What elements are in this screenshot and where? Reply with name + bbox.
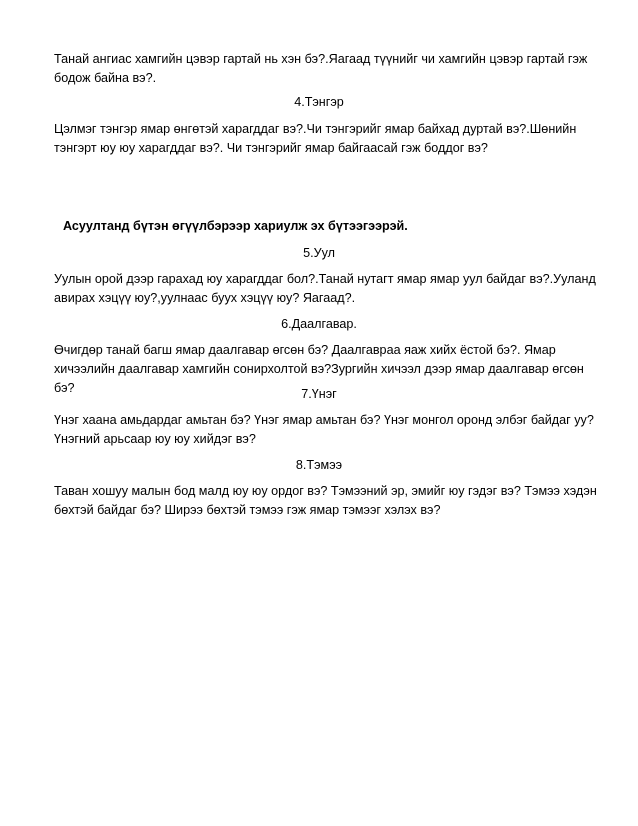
paragraph-line: Үнэгний арьсаар юу юу хийдэг вэ? — [54, 432, 256, 446]
paragraph-line: тэнгэрт юу юу харагддаг вэ?. Чи тэнгэрийг ямар байгаасай гэж боддог вэ? — [54, 141, 488, 155]
heading-homework: 6.Даалгавар. — [281, 317, 357, 331]
paragraph-line: хичээлийн даалгавар хамгийн сонирхолтой вэ?Зургийн хичээл дээр ямар даалгавар өгсөн бэ? — [54, 362, 584, 395]
paragraph-line: бодож байна вэ?. — [54, 71, 157, 85]
heading-mountain: 5.Уул — [303, 246, 335, 260]
paragraph-camel — [54, 482, 599, 520]
paragraph-line: авирах хэцүү юу?,уулнаас буух хэцүү юу? Яагаад?. — [54, 291, 356, 305]
paragraph-mountain — [54, 270, 599, 308]
heading-fox: 7.Үнэг — [301, 387, 337, 401]
heading-camel: 8.Тэмээ — [295, 458, 343, 472]
paragraph-clean-hands — [54, 50, 599, 88]
paragraph-line: Танай ангиас хамгийн цэвэр гартай нь хэн бэ?.Яагаад түүнийг чи хамгийн цэвэр гартай гэж — [54, 52, 588, 66]
paragraph-line: Цэлмэг тэнгэр ямар өнгөтэй харагддаг вэ?.Чи тэнгэрийг ямар байхад дуртай вэ?.Шөнийн — [54, 122, 577, 136]
paragraph-line: Өчигдөр танай багш ямар даалгавар өгсөн бэ? Даалгавраа яаж хийх ёстой бэ?. Ямар — [54, 343, 556, 357]
paragraph-sky — [54, 120, 599, 158]
paragraph-line: бөхтэй байдаг бэ? Ширээ бөхтэй тэмээ гэж ямар тэмээг хэлэх вэ? — [54, 503, 441, 517]
paragraph-line: Үнэг хаана амьдардаг амьтан бэ? Үнэг ямар амьтан бэ? Үнэг монгол оронд элбэг байдаг уу? — [54, 413, 594, 427]
heading-sky: 4.Тэнгэр — [294, 95, 344, 109]
paragraph-fox — [54, 411, 599, 449]
paragraph-line: Уулын орой дээр гарахад юу харагддаг бол?.Танай нутагт ямар ямар уул байдаг вэ?.Ууланд — [54, 272, 596, 286]
paragraph-line: Таван хошуу малын бод малд юу юу ордог вэ? Тэмээний эр, эмийг юу гэдэг вэ? Тэмээ хэдэн — [54, 484, 597, 498]
instruction-text: Асуултанд бүтэн өгүүлбэрээр хариулж эх бүтээгээрэй. — [63, 219, 408, 233]
